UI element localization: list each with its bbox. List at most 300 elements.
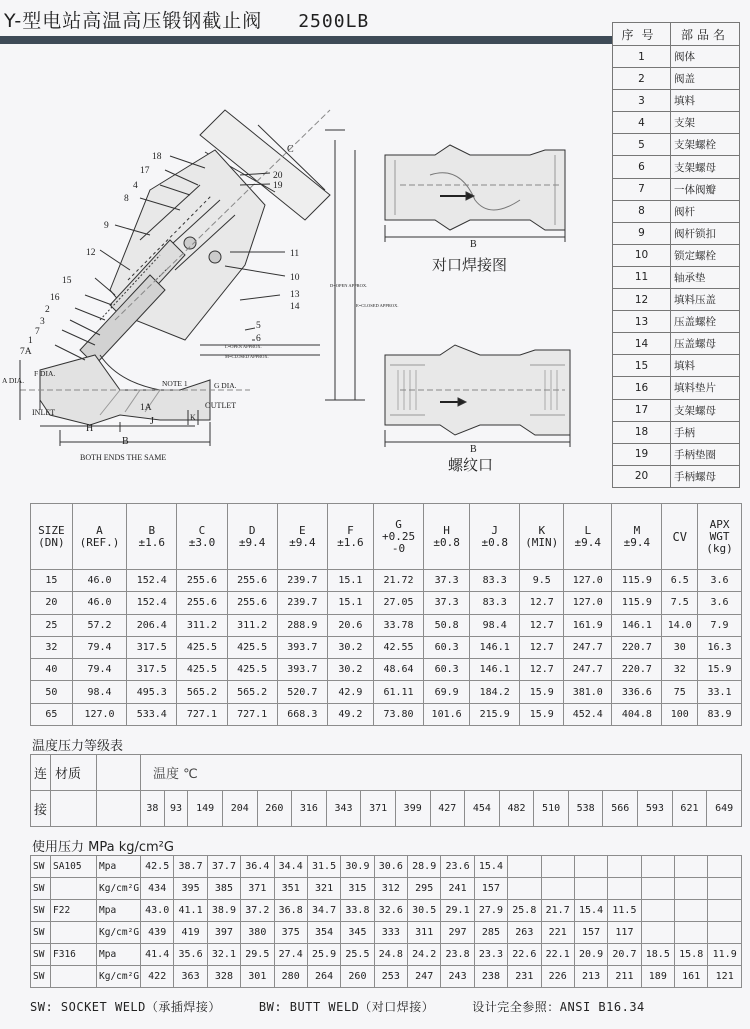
pressure-value <box>508 878 541 900</box>
dims-header-line: B <box>148 523 156 537</box>
pressure-value: 213 <box>574 966 607 988</box>
dims-cell: 100 <box>662 703 698 725</box>
temperature-values-row <box>31 791 742 827</box>
part-no: 4 <box>613 112 671 134</box>
dims-header-cell <box>373 504 423 570</box>
dims-cell: 15.1 <box>327 592 373 614</box>
pressure-value: 11.5 <box>608 900 641 922</box>
part-no: 19 <box>613 443 671 465</box>
part-row <box>613 112 740 134</box>
part-name: 填料 <box>671 90 740 112</box>
pressure-value <box>708 900 742 922</box>
dims-cell: 425.5 <box>227 636 277 658</box>
dims-cell: 37.3 <box>424 592 470 614</box>
pressure-value <box>708 922 742 944</box>
pressure-value: 333 <box>374 922 407 944</box>
unit-empty <box>97 791 141 827</box>
pressure-value <box>574 856 607 878</box>
dims-cell: 565.2 <box>177 681 227 703</box>
pressure-value: 28.9 <box>408 856 441 878</box>
pressure-value <box>641 856 674 878</box>
dims-cell: 46.0 <box>72 570 126 592</box>
part-no: 10 <box>613 244 671 266</box>
dim-l-open: L=OPEN APPROX. <box>225 344 262 349</box>
pressure-value <box>675 856 708 878</box>
temperature-label-row <box>31 755 742 791</box>
temp-value: 204 <box>222 791 257 827</box>
callout-9: 9 <box>104 221 109 231</box>
dim-f-dia: F DIA. <box>34 369 56 378</box>
dims-cell: 311.2 <box>177 614 227 636</box>
dims-cell: 27.05 <box>373 592 423 614</box>
dims-header-cell <box>564 504 612 570</box>
pressure-value: 422 <box>141 966 174 988</box>
dims-cell: 161.9 <box>564 614 612 636</box>
part-name: 填料垫片 <box>671 377 740 399</box>
pressure-value: 37.2 <box>241 900 274 922</box>
dims-cell: 425.5 <box>177 636 227 658</box>
dims-row <box>31 681 742 703</box>
dims-header-cell <box>72 504 126 570</box>
pressure-value: 157 <box>474 878 507 900</box>
title-model: 2500LB <box>298 11 370 32</box>
parts-list <box>612 22 740 488</box>
pressure-value: 312 <box>374 878 407 900</box>
callout-8: 8 <box>124 194 129 204</box>
pressure-value: 30.6 <box>374 856 407 878</box>
pressure-row <box>31 900 742 922</box>
pressure-row <box>31 966 742 988</box>
dims-cell: 98.4 <box>72 681 126 703</box>
part-row <box>613 421 740 443</box>
pressure-value: 157 <box>574 922 607 944</box>
dims-header-line: ±0.8 <box>433 535 460 549</box>
footer-sw: SW: SOCKET WELD（承插焊接） <box>30 1000 221 1014</box>
pressure-value: 280 <box>274 966 307 988</box>
dim-m-closed: M=CLOSED APPROX. <box>225 354 269 359</box>
pressure-value: 33.8 <box>341 900 374 922</box>
temp-value: 371 <box>361 791 396 827</box>
dims-header-cell <box>424 504 470 570</box>
dims-cell: 12.7 <box>520 659 564 681</box>
dims-header-line: SIZE <box>38 523 65 537</box>
dims-cell: 288.9 <box>277 614 327 636</box>
pressure-value <box>608 856 641 878</box>
dims-cell: 42.9 <box>327 681 373 703</box>
pressure-value: 32.1 <box>207 944 240 966</box>
dimensions-header <box>31 504 742 570</box>
callout-6: 6 <box>256 334 261 344</box>
dims-cell: 50.8 <box>424 614 470 636</box>
pressure-unit: Kg/cm²G <box>97 922 141 944</box>
dims-header-line: ±9.4 <box>574 535 601 549</box>
conn-label: 连 <box>31 755 51 791</box>
callout-10: 10 <box>290 273 300 283</box>
part-row <box>613 333 740 355</box>
pressure-value <box>675 922 708 944</box>
dims-cell: 255.6 <box>227 592 277 614</box>
dims-header-cell <box>277 504 327 570</box>
dims-cell: 3.6 <box>698 570 742 592</box>
dims-header-line: D <box>248 523 256 537</box>
temp-value: 649 <box>707 791 742 827</box>
dims-cell: 61.11 <box>373 681 423 703</box>
dims-cell: 37.3 <box>424 570 470 592</box>
callout-14: 14 <box>290 302 300 312</box>
dims-cell: 495.3 <box>127 681 177 703</box>
pressure-value: 321 <box>307 878 340 900</box>
dims-cell: 7.9 <box>698 614 742 636</box>
pressure-value <box>641 878 674 900</box>
parts-header <box>613 23 740 46</box>
pressure-unit: Kg/cm²G <box>97 878 141 900</box>
pressure-value: 345 <box>341 922 374 944</box>
dims-header-line: (MIN) <box>525 535 559 549</box>
pressure-value: 38.9 <box>207 900 240 922</box>
dim-e-closed: E=CLOSED APPROX. <box>356 303 399 308</box>
part-no: 13 <box>613 311 671 333</box>
dims-header-cell <box>520 504 564 570</box>
callout-18: 18 <box>152 152 162 162</box>
temperature-table <box>30 754 742 827</box>
pressure-value: 434 <box>141 878 174 900</box>
pressure-value <box>641 922 674 944</box>
dim-b: B <box>122 436 129 447</box>
pressure-value: 221 <box>541 922 574 944</box>
dims-cell: 20.6 <box>327 614 373 636</box>
pressure-conn: SW <box>31 944 51 966</box>
dims-cell: 101.6 <box>424 703 470 725</box>
part-name: 阀杆 <box>671 200 740 222</box>
dims-cell: 220.7 <box>612 636 662 658</box>
part-row <box>613 443 740 465</box>
dims-cell: 152.4 <box>127 592 177 614</box>
pressure-value <box>641 900 674 922</box>
material-label: 材质 <box>51 755 97 791</box>
part-name: 阀体 <box>671 46 740 68</box>
callout-15: 15 <box>62 276 72 286</box>
pressure-value: 263 <box>508 922 541 944</box>
pressure-value: 31.5 <box>307 856 340 878</box>
pressure-value: 41.1 <box>174 900 207 922</box>
callout-13: 13 <box>290 290 300 300</box>
part-name: 手柄螺母 <box>671 465 740 487</box>
pressure-conn: SW <box>31 922 51 944</box>
part-name: 一体阀瓣 <box>671 178 740 200</box>
dims-cell: 50 <box>31 681 73 703</box>
temp-spacer <box>97 755 141 791</box>
part-name: 轴承垫 <box>671 266 740 288</box>
pressure-value: 301 <box>241 966 274 988</box>
dims-cell: 336.6 <box>612 681 662 703</box>
pressure-value: 38.7 <box>174 856 207 878</box>
pressure-value <box>675 878 708 900</box>
dims-row <box>31 703 742 725</box>
pressure-material <box>51 922 97 944</box>
pressure-value: 24.2 <box>408 944 441 966</box>
part-no: 20 <box>613 465 671 487</box>
part-no: 16 <box>613 377 671 399</box>
part-name: 支架螺母 <box>671 399 740 421</box>
pressure-value: 189 <box>641 966 674 988</box>
pressure-table <box>30 855 742 988</box>
dims-header-cell <box>127 504 177 570</box>
part-name: 阀盖 <box>671 68 740 90</box>
dims-header-line: (REF.) <box>79 535 120 549</box>
dims-cell: 255.6 <box>227 570 277 592</box>
pressure-value <box>574 878 607 900</box>
part-name: 支架螺栓 <box>671 134 740 156</box>
part-row <box>613 266 740 288</box>
pressure-value: 253 <box>374 966 407 988</box>
pressure-value: 36.8 <box>274 900 307 922</box>
part-no: 7 <box>613 178 671 200</box>
pressure-value: 375 <box>274 922 307 944</box>
pressure-value: 25.9 <box>307 944 340 966</box>
pressure-value: 121 <box>708 966 742 988</box>
pressure-value: 20.7 <box>608 944 641 966</box>
pressure-value: 243 <box>441 966 474 988</box>
dims-cell: 9.5 <box>520 570 564 592</box>
pressure-row <box>31 922 742 944</box>
pressure-value: 161 <box>675 966 708 988</box>
pressure-value <box>608 878 641 900</box>
dims-cell: 12.7 <box>520 614 564 636</box>
part-row <box>613 156 740 178</box>
dims-cell: 727.1 <box>177 703 227 725</box>
dims-cell: 565.2 <box>227 681 277 703</box>
pressure-section-title: 使用压力 MPa kg/cm²G <box>32 840 174 855</box>
dims-cell: 425.5 <box>227 659 277 681</box>
dims-cell: 98.4 <box>470 614 520 636</box>
dims-cell: 46.0 <box>72 592 126 614</box>
part-row <box>613 222 740 244</box>
part-row <box>613 178 740 200</box>
dims-cell: 15.9 <box>520 681 564 703</box>
dims-header-line: H <box>443 523 450 537</box>
pressure-value: 315 <box>341 878 374 900</box>
dims-cell: 12.7 <box>520 592 564 614</box>
temp-value: 399 <box>395 791 430 827</box>
footer-ref: 设计完全参照：ANSI B16.34 <box>472 1000 645 1014</box>
pressure-value: 395 <box>174 878 207 900</box>
dims-cell: 220.7 <box>612 659 662 681</box>
pressure-value: 297 <box>441 922 474 944</box>
part-name: 锁定螺栓 <box>671 244 740 266</box>
callout-7: 7 <box>35 327 40 337</box>
dims-cell: 317.5 <box>127 636 177 658</box>
footer-bw: BW: BUTT WELD（对口焊接） <box>258 1000 435 1014</box>
pressure-value: 20.9 <box>574 944 607 966</box>
pressure-value <box>675 900 708 922</box>
pressure-value: 238 <box>474 966 507 988</box>
pressure-value: 22.6 <box>508 944 541 966</box>
pressure-value: 264 <box>307 966 340 988</box>
pressure-value: 385 <box>207 878 240 900</box>
dims-header-cell <box>612 504 662 570</box>
pressure-value: 15.4 <box>574 900 607 922</box>
dims-cell: 152.4 <box>127 570 177 592</box>
part-row <box>613 289 740 311</box>
part-name: 手柄垫圈 <box>671 443 740 465</box>
dims-cell: 83.9 <box>698 703 742 725</box>
part-no: 11 <box>613 266 671 288</box>
dims-header-line: ±9.4 <box>238 535 266 549</box>
pressure-value: 380 <box>241 922 274 944</box>
part-no: 18 <box>613 421 671 443</box>
pressure-value: 29.5 <box>241 944 274 966</box>
dims-cell: 75 <box>662 681 698 703</box>
dims-header-line: ±3.0 <box>188 535 216 549</box>
dims-cell: 12.7 <box>520 636 564 658</box>
dims-cell: 30.2 <box>327 659 373 681</box>
dims-header-line: J <box>491 523 499 537</box>
temp-unit-label: 温度 ℃ <box>141 755 742 791</box>
caption-butt-weld: 对口焊接图 <box>432 256 508 274</box>
pressure-material: F316 <box>51 944 97 966</box>
dims-cell: 14.0 <box>662 614 698 636</box>
pressure-value: 27.9 <box>474 900 507 922</box>
dims-header-line: E <box>299 523 306 537</box>
dims-cell: 452.4 <box>564 703 612 725</box>
pressure-value: 37.7 <box>207 856 240 878</box>
temp-value: 482 <box>499 791 534 827</box>
part-no: 2 <box>613 68 671 90</box>
pressure-value: 27.4 <box>274 944 307 966</box>
pressure-value: 23.8 <box>441 944 474 966</box>
temp-value: 316 <box>292 791 327 827</box>
pressure-value: 23.6 <box>441 856 474 878</box>
callout-5: 5 <box>256 321 261 331</box>
pressure-value: 25.8 <box>508 900 541 922</box>
dim-c: C <box>287 144 294 155</box>
pressure-unit: Mpa <box>97 900 141 922</box>
dims-cell: 127.0 <box>564 592 612 614</box>
callout-3: 3 <box>40 317 45 327</box>
temp-value: 149 <box>188 791 223 827</box>
dims-header-line: WGT <box>709 529 730 543</box>
part-no: 9 <box>613 222 671 244</box>
pressure-row <box>31 878 742 900</box>
dims-row <box>31 614 742 636</box>
dims-cell: 73.80 <box>373 703 423 725</box>
dims-cell: 146.1 <box>612 614 662 636</box>
pressure-value: 43.0 <box>141 900 174 922</box>
title-text: Y-型电站高温高压锻钢截止阀 <box>4 10 263 32</box>
dims-cell: 115.9 <box>612 592 662 614</box>
callout-16: 16 <box>50 293 60 303</box>
callout-17: 17 <box>140 166 150 176</box>
dims-cell: 49.2 <box>327 703 373 725</box>
footer <box>30 998 683 1015</box>
dims-cell: 30.2 <box>327 636 373 658</box>
callout-1a: 1A <box>140 403 152 413</box>
dims-cell: 206.4 <box>127 614 177 636</box>
part-no: 1 <box>613 46 671 68</box>
pressure-material: SA105 <box>51 856 97 878</box>
dims-cell: 15.9 <box>520 703 564 725</box>
part-row <box>613 90 740 112</box>
dims-cell: 115.9 <box>612 570 662 592</box>
pressure-value: 21.7 <box>541 900 574 922</box>
part-no: 15 <box>613 355 671 377</box>
dims-row <box>31 636 742 658</box>
pressure-value: 226 <box>541 966 574 988</box>
part-no: 14 <box>613 333 671 355</box>
pressure-value: 363 <box>174 966 207 988</box>
dims-cell: 668.3 <box>277 703 327 725</box>
dims-cell: 40 <box>31 659 73 681</box>
pressure-value: 35.6 <box>174 944 207 966</box>
pressure-value: 231 <box>508 966 541 988</box>
pressure-value: 295 <box>408 878 441 900</box>
pressure-material <box>51 878 97 900</box>
dims-cell: 25 <box>31 614 73 636</box>
pressure-value: 419 <box>174 922 207 944</box>
temp-value: 566 <box>603 791 638 827</box>
dims-cell: 79.4 <box>72 636 126 658</box>
part-no: 12 <box>613 289 671 311</box>
dims-cell: 3.6 <box>698 592 742 614</box>
callout-1: 1 <box>28 336 33 346</box>
dims-cell: 146.1 <box>470 636 520 658</box>
temp-value: 454 <box>465 791 500 827</box>
callout-12: 12 <box>86 248 96 258</box>
dims-cell: 79.4 <box>72 659 126 681</box>
dims-header-line: C <box>198 523 206 537</box>
temp-value: 93 <box>164 791 188 827</box>
temp-value: 260 <box>257 791 292 827</box>
dims-cell: 393.7 <box>277 659 327 681</box>
dims-cell: 16.3 <box>698 636 742 658</box>
dims-cell: 127.0 <box>72 703 126 725</box>
dims-header-line: K <box>538 523 546 537</box>
dim-note1: NOTE 1 <box>162 379 188 388</box>
pressure-value <box>541 878 574 900</box>
pressure-value: 29.1 <box>441 900 474 922</box>
pressure-value: 36.4 <box>241 856 274 878</box>
part-name: 填料 <box>671 355 740 377</box>
callout-19: 19 <box>273 181 283 191</box>
dims-cell: 520.7 <box>277 681 327 703</box>
title-rule <box>0 36 612 44</box>
pressure-value <box>708 878 742 900</box>
pressure-value: 439 <box>141 922 174 944</box>
conn-label-2: 接 <box>31 791 51 827</box>
temp-section-title: 温度压力等级表 <box>32 739 124 754</box>
dims-header-cell <box>698 504 742 570</box>
dims-cell: 65 <box>31 703 73 725</box>
pressure-value: 30.9 <box>341 856 374 878</box>
page-title <box>4 6 369 33</box>
pressure-value: 15.4 <box>474 856 507 878</box>
pressure-value <box>541 856 574 878</box>
pressure-value: 241 <box>441 878 474 900</box>
pressure-material <box>51 966 97 988</box>
dims-cell: 317.5 <box>127 659 177 681</box>
dims-header-line: +0.25 <box>381 529 416 543</box>
pressure-value: 247 <box>408 966 441 988</box>
dims-cell: 33.1 <box>698 681 742 703</box>
pressure-unit: Mpa <box>97 856 141 878</box>
dims-row <box>31 592 742 614</box>
temp-value: 621 <box>672 791 707 827</box>
caption-thread: 螺纹口 <box>448 456 494 474</box>
dims-cell: 533.4 <box>127 703 177 725</box>
pressure-value: 32.6 <box>374 900 407 922</box>
dims-header-line: G <box>395 517 402 531</box>
dims-cell: 83.3 <box>470 592 520 614</box>
